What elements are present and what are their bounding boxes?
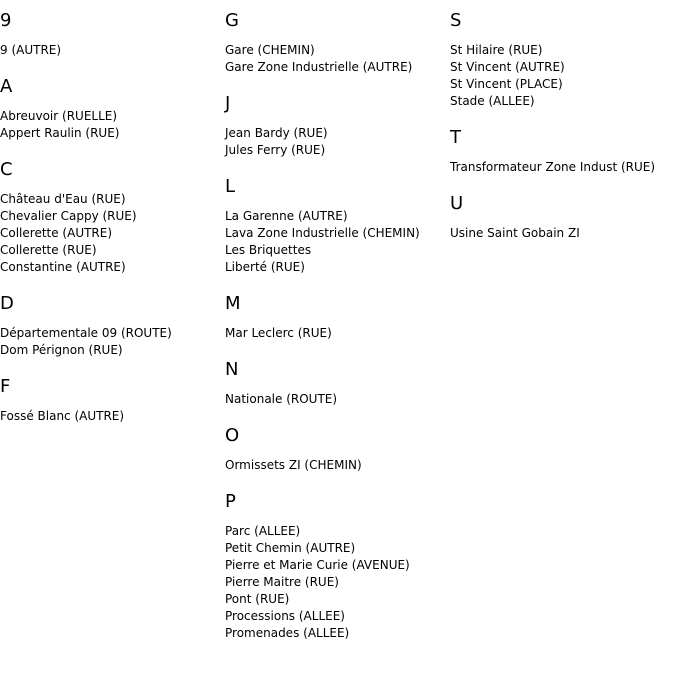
letter-heading: S (450, 10, 462, 31)
street-link[interactable]: Fossé Blanc (AUTRE) (0, 409, 125, 423)
street-link[interactable]: Ormissets ZI (CHEMIN) (225, 458, 362, 472)
letter-section (225, 491, 445, 642)
street-link[interactable]: Liberté (RUE) (225, 260, 305, 274)
letter-section (0, 293, 220, 359)
letter-section (225, 93, 445, 159)
street-link[interactable]: St Vincent (PLACE) (450, 77, 563, 91)
letter-section (0, 10, 220, 59)
street-link[interactable]: St Vincent (AUTRE) (450, 60, 565, 74)
letter-heading: G (225, 10, 239, 31)
street-link[interactable]: Dom Pérignon (RUE) (0, 343, 123, 357)
street-link[interactable]: Mar Leclerc (RUE) (225, 326, 332, 340)
street-link[interactable]: Gare Zone Industrielle (AUTRE) (225, 60, 413, 74)
letter-heading: U (450, 193, 464, 214)
street-link[interactable]: Les Briquettes (225, 243, 312, 257)
street-link[interactable]: Promenades (ALLEE) (225, 626, 350, 640)
street-index-column-2 (225, 10, 445, 659)
letter-heading: M (225, 293, 241, 314)
street-link[interactable]: Château d'Eau (RUE) (0, 192, 126, 206)
street-link[interactable]: 9 (AUTRE) (0, 43, 62, 57)
letter-heading: 9 (0, 10, 12, 31)
street-link[interactable]: Petit Chemin (AUTRE) (225, 541, 356, 555)
letter-heading: P (225, 491, 236, 512)
street-index-column-3 (450, 10, 670, 259)
street-link[interactable]: Parc (ALLEE) (225, 524, 301, 538)
street-link[interactable]: Pont (RUE) (225, 592, 290, 606)
letter-heading: A (0, 76, 13, 97)
letter-section (225, 176, 445, 276)
street-link[interactable]: Usine Saint Gobain ZI (450, 226, 580, 240)
letter-section (225, 293, 445, 342)
street-link[interactable]: Constantine (AUTRE) (0, 260, 126, 274)
street-link[interactable]: Lava Zone Industrielle (CHEMIN) (225, 226, 420, 240)
letter-section (450, 127, 670, 176)
street-link[interactable]: Collerette (RUE) (0, 243, 97, 257)
letter-heading: F (0, 376, 11, 397)
letter-section (225, 10, 445, 76)
street-link[interactable]: Stade (ALLEE) (450, 94, 535, 108)
street-link[interactable]: Départementale 09 (ROUTE) (0, 326, 172, 340)
street-link[interactable]: Pierre Maitre (RUE) (225, 575, 339, 589)
letter-heading: J (225, 93, 231, 114)
street-link[interactable]: Nationale (ROUTE) (225, 392, 338, 406)
street-index-column-1 (0, 10, 220, 442)
letter-section (0, 76, 220, 142)
street-link[interactable]: Collerette (AUTRE) (0, 226, 113, 240)
letter-heading: O (225, 425, 240, 446)
letter-heading: N (225, 359, 239, 380)
street-link[interactable]: Pierre et Marie Curie (AVENUE) (225, 558, 410, 572)
letter-heading: D (0, 293, 14, 314)
street-link[interactable]: Chevalier Cappy (RUE) (0, 209, 137, 223)
letter-heading: L (225, 176, 236, 197)
street-link[interactable]: St Hilaire (RUE) (450, 43, 543, 57)
letter-heading: C (0, 159, 13, 180)
street-link[interactable]: Appert Raulin (RUE) (0, 126, 120, 140)
street-link[interactable]: Gare (CHEMIN) (225, 43, 315, 57)
letter-section (225, 425, 445, 474)
street-link[interactable]: Jules Ferry (RUE) (225, 143, 326, 157)
letter-section (0, 159, 220, 276)
street-link[interactable]: La Garenne (AUTRE) (225, 209, 348, 223)
letter-section (450, 10, 670, 110)
letter-section (225, 359, 445, 408)
street-link[interactable]: Transformateur Zone Indust (RUE) (450, 160, 656, 174)
street-link[interactable]: Jean Bardy (RUE) (225, 126, 328, 140)
letter-heading: T (450, 127, 461, 148)
letter-section (0, 376, 220, 425)
street-link[interactable]: Processions (ALLEE) (225, 609, 345, 623)
street-link[interactable]: Abreuvoir (RUELLE) (0, 109, 118, 123)
letter-section (450, 193, 670, 242)
